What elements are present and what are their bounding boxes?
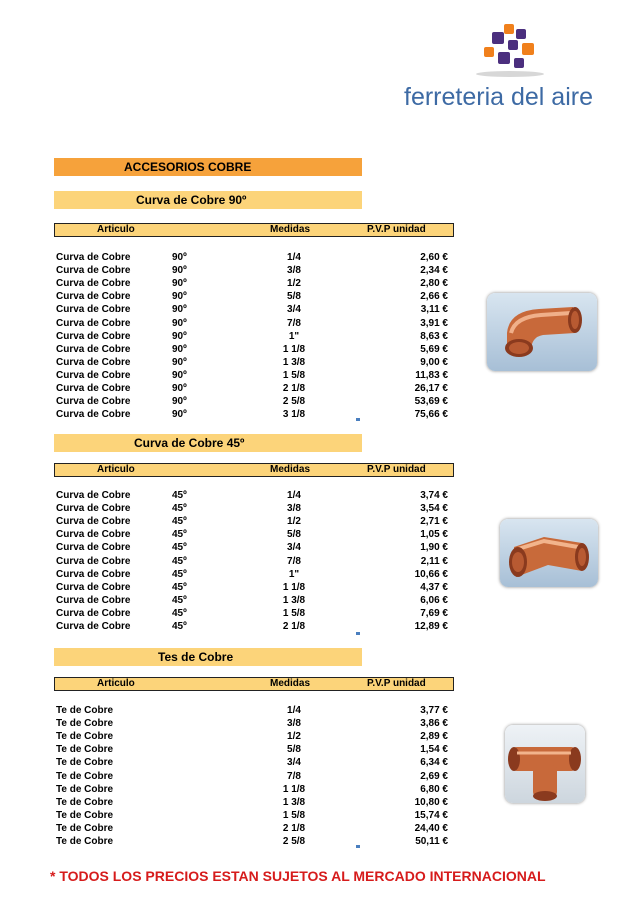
item-size: 2 5/8 (282, 836, 306, 847)
brand-name: ferreteria del aire (404, 83, 593, 111)
item-price: 1,05 € (420, 529, 448, 541)
item-size: 1/4 (287, 705, 301, 716)
item-price: 50,11 € (415, 836, 448, 847)
item-name: Curva de Cobre (56, 383, 131, 394)
cell-marker-icon (356, 632, 360, 635)
table-row (54, 370, 454, 383)
item-size: 1/2 (287, 278, 301, 290)
item-size: 1 5/8 (282, 607, 306, 619)
item-size: 1/4 (287, 490, 301, 501)
item-angle: 90º (172, 409, 187, 421)
header-pvp: P.V.P unidad (367, 224, 426, 235)
item-price: 53,69 € (414, 396, 448, 408)
item-price: 2,34 € (420, 265, 448, 277)
item-size: 3/4 (287, 304, 301, 316)
table-row (54, 331, 454, 344)
item-price: 2,60 € (420, 252, 448, 263)
item-name: Te de Cobre (56, 770, 114, 782)
item-name: Curva de Cobre (56, 343, 131, 355)
item-size: 1 1/8 (282, 783, 306, 795)
item-angle: 45º (172, 568, 187, 580)
item-price: 1,54 € (420, 744, 448, 756)
item-price: 10,80 € (414, 796, 448, 808)
elbow-45-photo (500, 519, 598, 587)
table-row (54, 490, 454, 503)
item-name: Te de Cobre (56, 744, 114, 756)
item-size: 1 3/8 (282, 594, 306, 606)
item-angle: 45º (172, 607, 187, 619)
section-title: Curva de Cobre 90º (136, 193, 247, 207)
cell-marker-icon (356, 418, 360, 421)
item-name: Te de Cobre (56, 809, 114, 821)
item-price: 3,54 € (420, 503, 448, 515)
item-angle: 45º (172, 529, 187, 541)
item-size: 3/8 (287, 503, 301, 515)
item-name: Te de Cobre (56, 718, 114, 730)
item-size: 5/8 (287, 291, 301, 303)
item-name: Te de Cobre (56, 705, 114, 716)
table-row (54, 797, 454, 810)
item-price: 5,69 € (420, 343, 448, 355)
table-row (54, 757, 454, 770)
item-angle: 90º (172, 278, 187, 290)
item-name: Curva de Cobre (56, 529, 131, 541)
header-pvp: P.V.P unidad (367, 464, 426, 475)
header-articulo: Articulo (97, 464, 135, 475)
item-size: 1/2 (287, 731, 301, 743)
item-size: 1" (288, 568, 300, 580)
item-angle: 45º (172, 516, 187, 528)
brand-logo-icon (470, 20, 550, 80)
header-medidas: Medidas (270, 464, 311, 475)
item-name: Curva de Cobre (56, 278, 131, 290)
item-name: Curva de Cobre (56, 568, 131, 580)
item-name: Curva de Cobre (56, 542, 131, 554)
main-title-bar (54, 158, 362, 176)
item-angle: 45º (172, 594, 187, 606)
item-name: Curva de Cobre (56, 252, 131, 263)
table-row (54, 291, 454, 304)
section-title: Tes de Cobre (158, 650, 234, 664)
item-angle: 90º (172, 252, 187, 263)
item-name: Curva de Cobre (56, 396, 131, 408)
item-angle: 90º (172, 304, 187, 316)
section-title-bar (54, 191, 362, 209)
item-angle: 45º (172, 621, 187, 632)
item-price: 6,80 € (420, 783, 448, 795)
item-angle: 45º (172, 542, 187, 554)
item-angle: 90º (172, 356, 187, 368)
item-price: 8,63 € (420, 330, 448, 342)
item-size: 1 3/8 (282, 356, 306, 368)
main-title: ACCESORIOS COBRE (124, 160, 252, 174)
item-name: Te de Cobre (56, 783, 114, 795)
item-size: 1" (288, 330, 300, 342)
item-price: 3,11 € (420, 304, 448, 316)
cell-marker-icon (356, 845, 360, 848)
item-size: 3/8 (287, 265, 301, 277)
item-name: Curva de Cobre (56, 409, 131, 421)
table-row (54, 836, 454, 849)
item-price: 10,66 € (414, 568, 448, 580)
table-row (54, 318, 454, 331)
table-row (54, 556, 454, 569)
item-size: 7/8 (287, 770, 301, 782)
item-price: 6,06 € (420, 594, 448, 606)
item-angle: 90º (172, 330, 187, 342)
column-headers (54, 223, 454, 237)
table-row (54, 278, 454, 291)
item-size: 2 1/8 (282, 621, 306, 632)
item-name: Te de Cobre (56, 731, 114, 743)
table-row (54, 731, 454, 744)
item-price: 2,11 € (420, 555, 448, 567)
item-price: 75,66 € (414, 409, 448, 421)
item-price: 6,34 € (420, 757, 448, 769)
header-medidas: Medidas (270, 224, 311, 235)
table-row (54, 569, 454, 582)
table-row (54, 771, 454, 784)
item-size: 2 1/8 (282, 822, 306, 834)
item-name: Te de Cobre (56, 757, 114, 769)
item-size: 1/4 (287, 252, 301, 263)
table-row (54, 503, 454, 516)
item-price: 2,69 € (420, 770, 448, 782)
item-price: 15,74 € (414, 809, 448, 821)
footer-disclaimer: * TODOS LOS PRECIOS ESTAN SUJETOS AL MERCADO INTERNACIONAL (50, 868, 546, 884)
section-title-bar (54, 434, 362, 452)
item-size: 7/8 (287, 555, 301, 567)
item-name: Curva de Cobre (56, 291, 131, 303)
item-angle: 90º (172, 317, 187, 329)
column-headers (54, 463, 454, 477)
item-price: 9,00 € (420, 356, 448, 368)
table-row (54, 718, 454, 731)
header-medidas: Medidas (270, 678, 311, 689)
header-articulo: Articulo (97, 678, 135, 689)
item-size: 3 1/8 (282, 409, 306, 421)
item-angle: 90º (172, 396, 187, 408)
item-price: 12,89 € (414, 621, 448, 632)
item-price: 3,91 € (420, 317, 448, 329)
item-price: 4,37 € (420, 581, 448, 593)
item-size: 1 3/8 (282, 796, 306, 808)
item-name: Curva de Cobre (56, 356, 131, 368)
table-row (54, 396, 454, 409)
item-size: 2 1/8 (282, 383, 306, 394)
item-size: 1 5/8 (282, 809, 306, 821)
item-size: 5/8 (287, 744, 301, 756)
table-row (54, 582, 454, 595)
item-name: Te de Cobre (56, 822, 114, 834)
item-angle: 90º (172, 383, 187, 394)
item-name: Curva de Cobre (56, 265, 131, 277)
item-size: 5/8 (287, 529, 301, 541)
item-size: 1 1/8 (282, 581, 306, 593)
item-name: Curva de Cobre (56, 503, 131, 515)
item-name: Curva de Cobre (56, 304, 131, 316)
item-name: Curva de Cobre (56, 607, 131, 619)
item-name: Curva de Cobre (56, 330, 131, 342)
item-name: Curva de Cobre (56, 555, 131, 567)
table-row (54, 823, 454, 836)
table-row (54, 744, 454, 757)
item-angle: 45º (172, 555, 187, 567)
item-size: 2 5/8 (282, 396, 306, 408)
table-row (54, 265, 454, 278)
item-angle: 90º (172, 291, 187, 303)
item-angle: 90º (172, 369, 187, 381)
item-price: 11,83 € (415, 369, 448, 381)
table-row (54, 357, 454, 370)
table-row (54, 595, 454, 608)
item-price: 3,86 € (420, 718, 448, 730)
item-name: Curva de Cobre (56, 516, 131, 528)
item-name: Te de Cobre (56, 836, 114, 847)
item-price: 2,80 € (420, 278, 448, 290)
table-row (54, 621, 454, 634)
item-name: Curva de Cobre (56, 369, 131, 381)
item-name: Te de Cobre (56, 796, 114, 808)
table-row (54, 705, 454, 718)
item-price: 3,74 € (420, 490, 448, 501)
item-size: 3/4 (287, 542, 301, 554)
item-price: 2,66 € (420, 291, 448, 303)
table-row (54, 529, 454, 542)
item-size: 1 5/8 (282, 369, 306, 381)
column-headers (54, 677, 454, 691)
table-row (54, 784, 454, 797)
item-price: 2,89 € (420, 731, 448, 743)
elbow-90-photo (487, 293, 597, 371)
item-angle: 90º (172, 343, 187, 355)
tee-photo (505, 725, 585, 803)
item-name: Curva de Cobre (56, 490, 131, 501)
table-row (54, 383, 454, 396)
item-size: 1 1/8 (282, 343, 306, 355)
table-row (54, 516, 454, 529)
item-size: 3/8 (287, 718, 301, 730)
item-name: Curva de Cobre (56, 317, 131, 329)
item-price: 7,69 € (420, 607, 448, 619)
item-size: 1/2 (287, 516, 301, 528)
item-price: 2,71 € (420, 516, 448, 528)
item-angle: 45º (172, 503, 187, 515)
section-title-bar (54, 648, 362, 666)
header-pvp: P.V.P unidad (367, 678, 426, 689)
item-price: 1,90 € (420, 542, 448, 554)
item-price: 26,17 € (414, 383, 448, 394)
table-row (54, 409, 454, 422)
item-size: 7/8 (287, 317, 301, 329)
item-price: 24,40 € (414, 822, 448, 834)
header-articulo: Articulo (97, 224, 135, 235)
item-angle: 45º (172, 581, 187, 593)
table-row (54, 810, 454, 823)
section-title: Curva de Cobre 45º (134, 436, 245, 450)
item-angle: 45º (172, 490, 187, 501)
table-row (54, 344, 454, 357)
item-size: 3/4 (287, 757, 301, 769)
item-name: Curva de Cobre (56, 581, 131, 593)
item-name: Curva de Cobre (56, 594, 131, 606)
table-row (54, 608, 454, 621)
item-angle: 90º (172, 265, 187, 277)
table-row (54, 304, 454, 317)
table-row (54, 542, 454, 555)
table-row (54, 252, 454, 265)
item-name: Curva de Cobre (56, 621, 131, 632)
item-price: 3,77 € (420, 705, 448, 716)
